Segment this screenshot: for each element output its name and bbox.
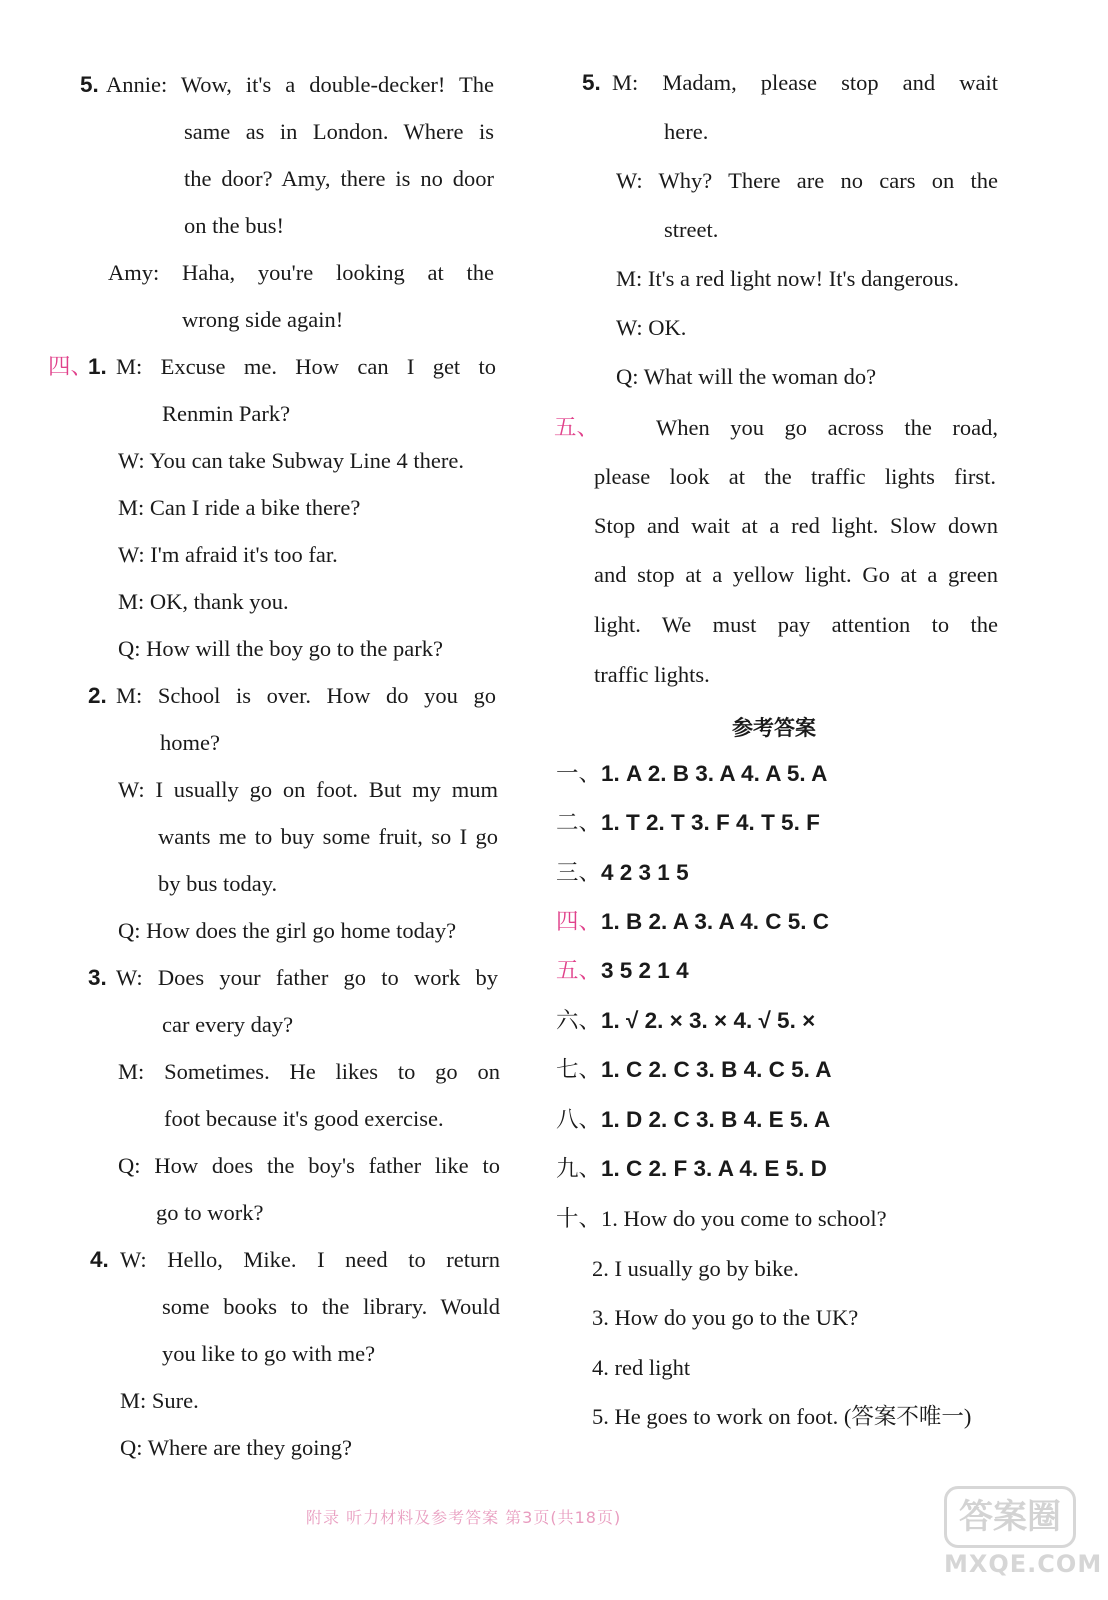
- s4-q1-line7: Q: How will the boy go to the park?: [118, 636, 443, 661]
- s5-line6: traffic lights.: [594, 662, 710, 687]
- s4-q4-line3: you like to go with me?: [162, 1341, 376, 1366]
- s4-q2-line4: wants me to buy some fruit, so I go: [158, 824, 498, 849]
- left-q5-number: 5.: [80, 72, 99, 97]
- right-q5-line7: Q: What will the woman do?: [616, 364, 877, 389]
- s4-q3-line6: go to work?: [156, 1200, 264, 1225]
- s4-q1-number: 1.: [88, 354, 107, 379]
- s10-line4: 4. red light: [592, 1355, 691, 1380]
- s4-q3-line1: W: Does your father go to work by: [116, 965, 498, 990]
- s4-q4-line4: M: Sure.: [120, 1388, 199, 1413]
- answer-row: 六、1. √ 2. × 3. × 4. √ 5. ×: [556, 1008, 816, 1033]
- left-q5-line5: Amy: Haha, you're looking at the: [108, 260, 494, 285]
- s4-q1-line1: M: Excuse me. How can I get to: [116, 354, 496, 379]
- s10-line3: 3. How do you go to the UK?: [592, 1305, 859, 1330]
- answers-title: 参考答案: [732, 716, 816, 740]
- answer-row: 五、3 5 2 1 4: [556, 958, 689, 983]
- s4-q4-line5: Q: Where are they going?: [120, 1435, 352, 1460]
- right-q5-line1: M: Madam, please stop and wait: [612, 70, 998, 95]
- watermark-url: MXQE.COM: [944, 1550, 1103, 1578]
- s4-q1-line2: Renmin Park?: [162, 401, 291, 426]
- right-q5-line6: W: OK.: [616, 315, 687, 340]
- section-4-label: 四、: [48, 354, 94, 379]
- answer-row: 一、1. A 2. B 3. A 4. A 5. A: [556, 761, 828, 786]
- s5-line4: and stop at a yellow light. Go at a green: [594, 562, 998, 587]
- right-q5-line5: M: It's a red light now! It's dangerous.: [616, 266, 960, 291]
- s4-q1-line3: W: You can take Subway Line 4 there.: [118, 448, 464, 473]
- s4-q1-line6: M: OK, thank you.: [118, 589, 289, 614]
- s4-q3-line2: car every day?: [162, 1012, 294, 1037]
- section-5-label: 五、: [554, 415, 600, 440]
- s5-line3: Stop and wait at a red light. Slow down: [594, 513, 998, 538]
- s4-q2-line5: by bus today.: [158, 871, 278, 896]
- s5-line1: When you go across the road,: [656, 415, 998, 440]
- s10-line5: 5. He goes to work on foot. (答案不唯一): [592, 1404, 972, 1429]
- s4-q3-line5: Q: How does the boy's father like to: [118, 1153, 500, 1178]
- answer-row: 七、1. C 2. C 3. B 4. C 5. A: [556, 1057, 832, 1082]
- s4-q3-number: 3.: [88, 965, 107, 990]
- answer-row: 二、1. T 2. T 3. F 4. T 5. F: [556, 810, 820, 835]
- page-footer: 附录 听力材料及参考答案 第3页(共18页): [306, 1508, 622, 1527]
- left-q5-line2: same as in London. Where is: [184, 119, 494, 144]
- s5-line5: light. We must pay attention to the: [594, 612, 998, 637]
- watermark: [944, 1486, 1103, 1586]
- s4-q2-line3: W: I usually go on foot. But my mum: [118, 777, 498, 802]
- left-q5-line1: Annie: Wow, it's a double-decker! The: [106, 72, 494, 97]
- s4-q4-number: 4.: [90, 1247, 109, 1272]
- s4-q2-number: 2.: [88, 683, 107, 708]
- s10-line2: 2. I usually go by bike.: [592, 1256, 799, 1281]
- s5-line2: please look at the traffic lights first.: [594, 464, 996, 489]
- s4-q4-line2: some books to the library. Would: [162, 1294, 500, 1319]
- s4-q1-line4: M: Can I ride a bike there?: [118, 495, 361, 520]
- answer-row: 四、1. B 2. A 3. A 4. C 5. C: [556, 909, 830, 934]
- s4-q2-line1: M: School is over. How do you go: [116, 683, 496, 708]
- left-q5-line6: wrong side again!: [182, 307, 344, 332]
- watermark-logo: 答案圈: [944, 1486, 1076, 1548]
- answer-row: 八、1. D 2. C 3. B 4. E 5. A: [556, 1107, 831, 1132]
- s4-q3-line4: foot because it's good exercise.: [164, 1106, 444, 1131]
- s4-q3-line3: M: Sometimes. He likes to go on: [118, 1059, 500, 1084]
- left-q5-line3: the door? Amy, there is no door: [184, 166, 494, 191]
- answer-row: 九、1. C 2. F 3. A 4. E 5. D: [556, 1156, 827, 1181]
- left-q5-line4: on the bus!: [184, 213, 284, 238]
- right-q5-line4: street.: [664, 217, 719, 242]
- s4-q4-line1: W: Hello, Mike. I need to return: [120, 1247, 500, 1272]
- answer-row: 三、4 2 3 1 5: [556, 860, 689, 885]
- s4-q1-line5: W: I'm afraid it's too far.: [118, 542, 338, 567]
- s4-q2-line2: home?: [160, 730, 220, 755]
- right-q5-line3: W: Why? There are no cars on the: [616, 168, 998, 193]
- s4-q2-line6: Q: How does the girl go home today?: [118, 918, 457, 943]
- answer-row: 十、1. How do you come to school?: [556, 1206, 887, 1231]
- right-q5-line2: here.: [664, 119, 709, 144]
- right-q5-number: 5.: [582, 70, 601, 95]
